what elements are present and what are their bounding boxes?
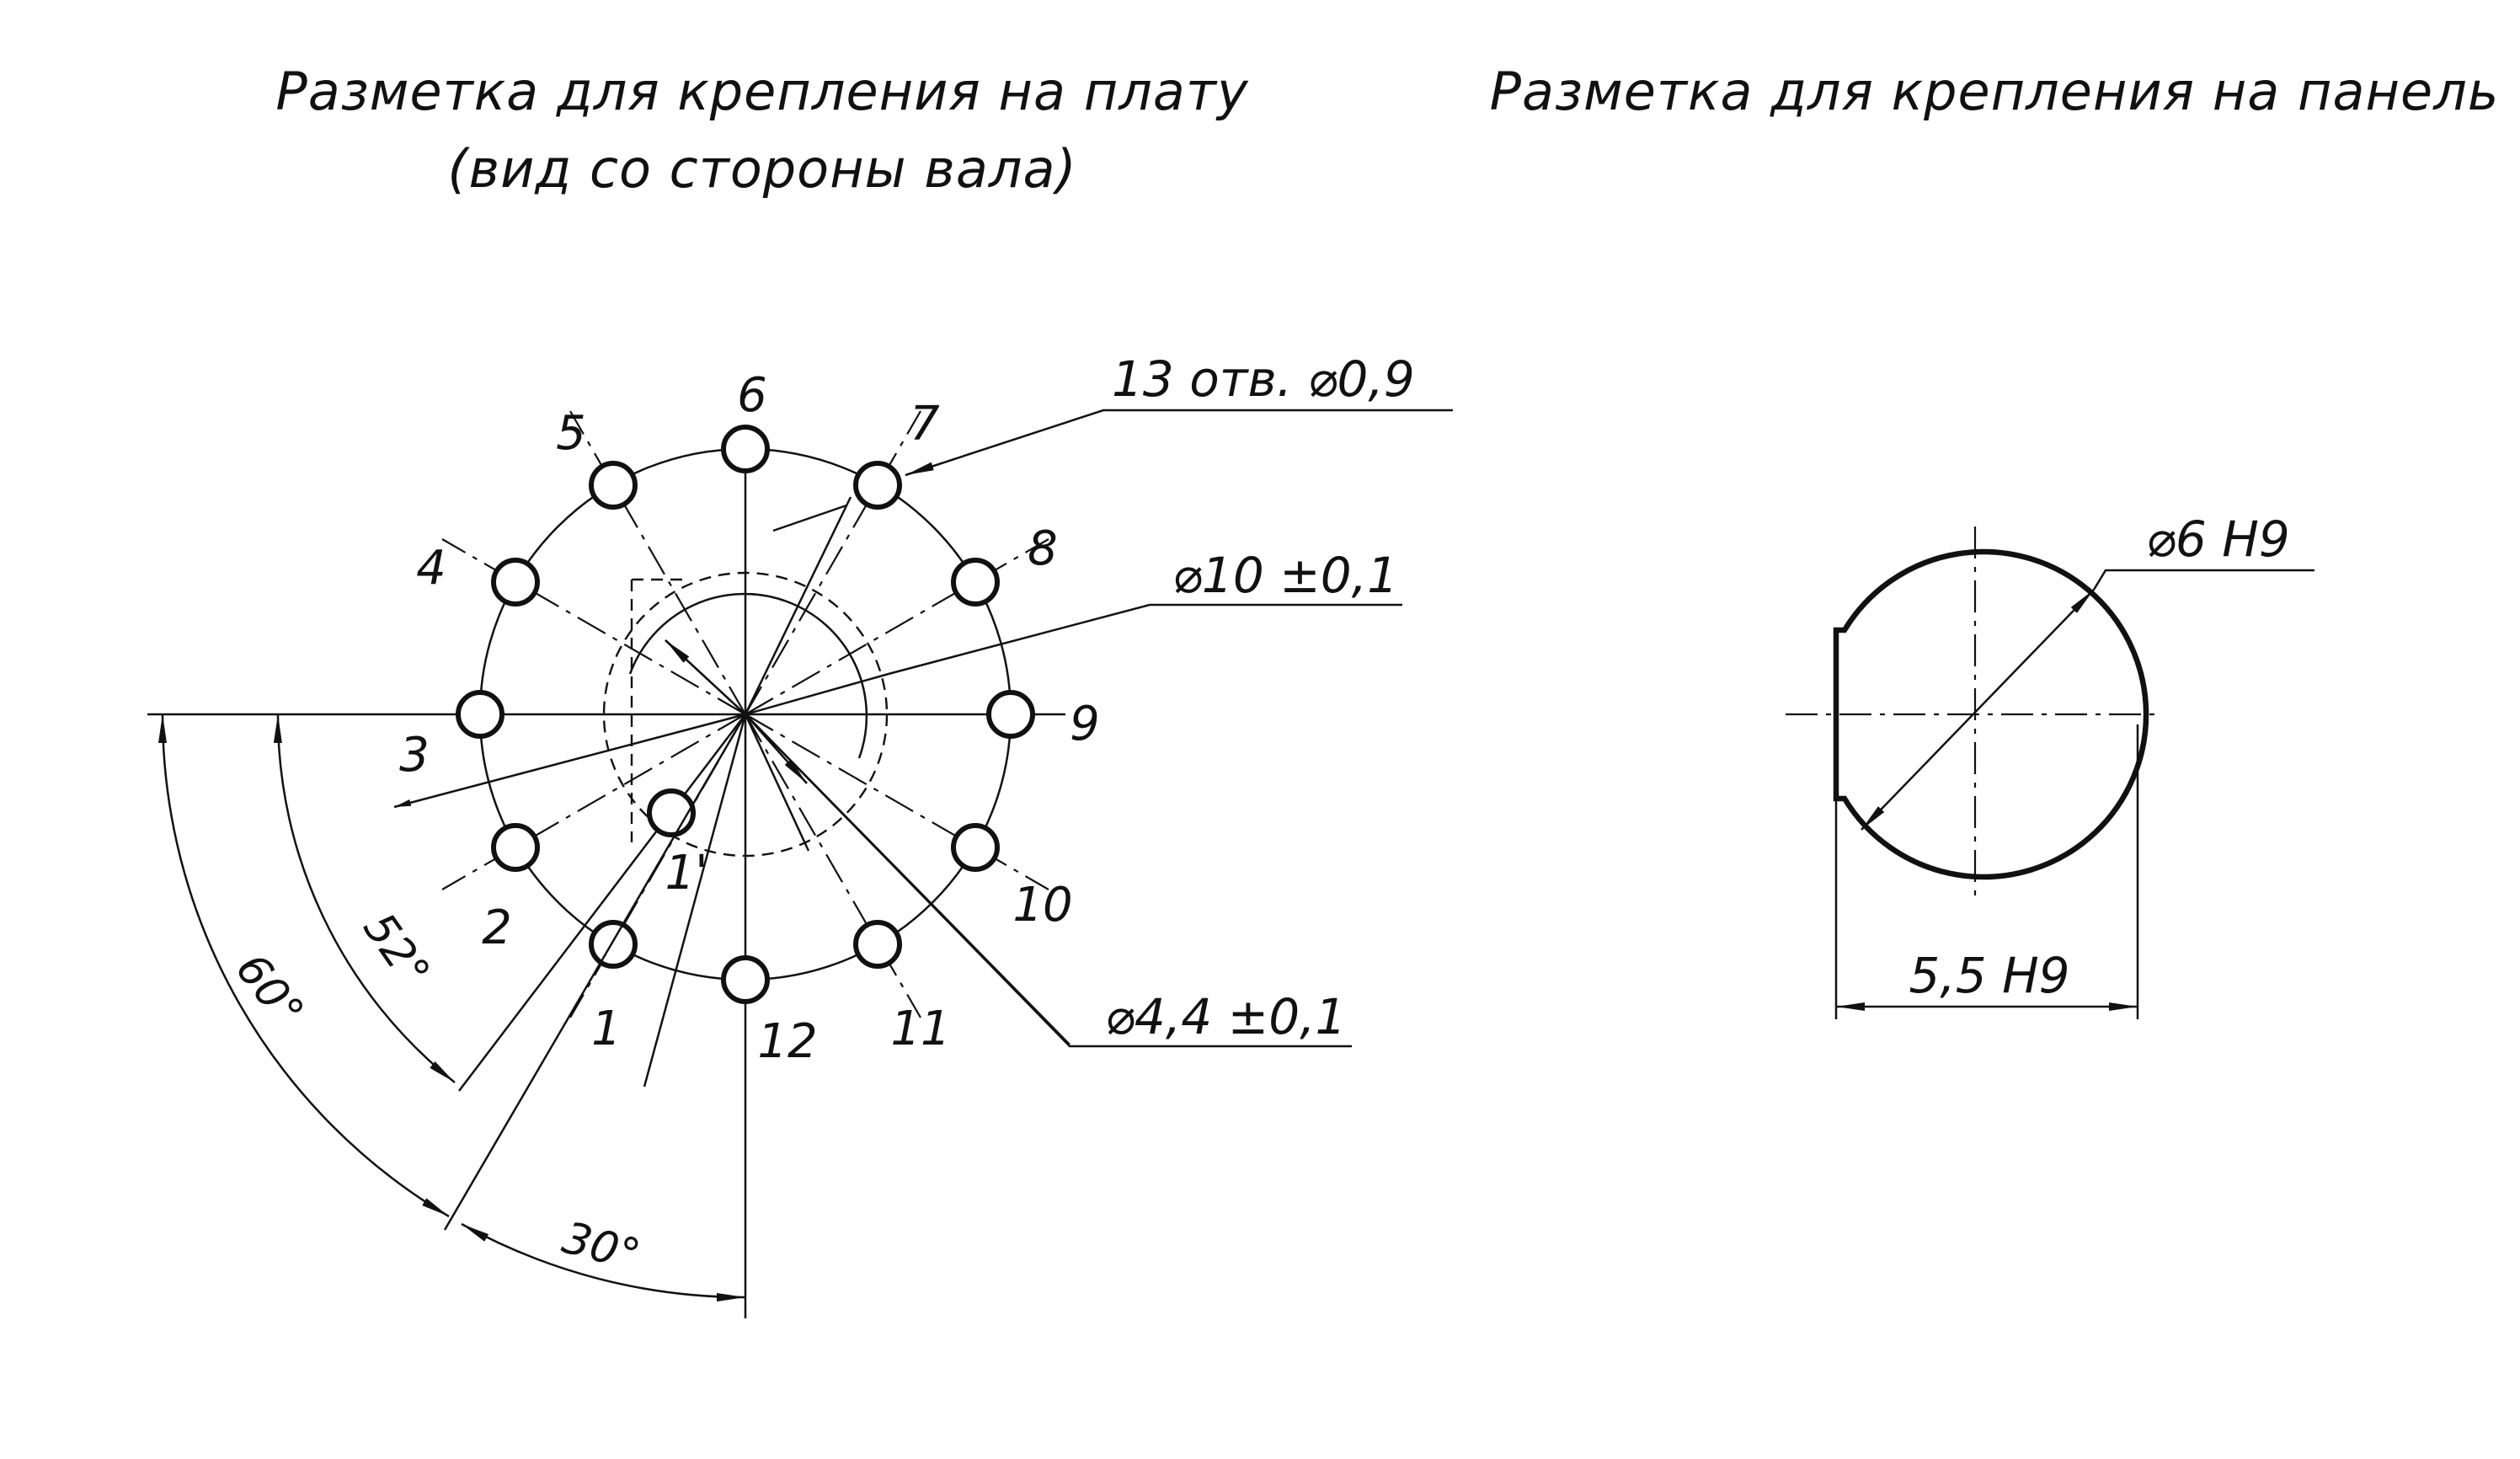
callout-inner-text: ⌀4,4 ±0,1 <box>1105 988 1347 1045</box>
board-mounting-view <box>147 61 1453 1318</box>
hole-7 <box>856 463 900 507</box>
hole-5 <box>591 463 635 507</box>
diameter-dim-line <box>1861 590 2094 830</box>
hole-8 <box>953 560 997 604</box>
label-hole-3: 3 <box>399 728 430 783</box>
hole-2 <box>494 826 537 869</box>
hole-6 <box>723 427 767 471</box>
hole-1-prime <box>649 791 693 835</box>
angle-52-label: 52° <box>353 904 440 997</box>
inner-arc <box>630 594 867 758</box>
hole-3 <box>458 692 502 736</box>
flat-callout-text: 5,5 H9 <box>1909 947 2070 1004</box>
board-view-title-line2: (вид со стороны вала) <box>447 138 1077 200</box>
callout-holes-text: 13 отв. ⌀0,9 <box>1112 350 1415 408</box>
hole-10 <box>953 826 997 869</box>
angle-60-label: 60° <box>225 944 313 1037</box>
panel-mounting-view <box>1490 61 2500 1019</box>
label-hole-4: 4 <box>416 541 446 596</box>
hole-4 <box>494 560 537 604</box>
panel-view-title: Разметка для крепления на панель <box>1489 61 2500 122</box>
angle-30-label: 30° <box>557 1212 646 1282</box>
label-hole-12: 12 <box>757 1014 818 1069</box>
diameter-leader <box>2094 570 2314 590</box>
diameter-callout-text: ⌀6 H9 <box>2146 510 2290 568</box>
callout-bore-text: ⌀10 ±0,1 <box>1172 547 1398 604</box>
hole-1 <box>591 922 635 966</box>
hole-12 <box>723 958 767 1002</box>
label-hole-8: 8 <box>1028 521 1058 576</box>
label-hole-2: 2 <box>482 901 512 955</box>
label-hole-9: 9 <box>1070 697 1100 751</box>
label-hole-6: 6 <box>737 368 767 423</box>
label-hole-1: 1 <box>591 1002 622 1056</box>
hole-11 <box>856 922 900 966</box>
label-hole-1-prime: 1' <box>665 846 708 901</box>
label-hole-10: 10 <box>1012 878 1073 933</box>
board-view-title-line1: Разметка для крепления на плату <box>275 61 1249 122</box>
label-hole-11: 11 <box>890 1002 951 1056</box>
label-hole-5: 5 <box>556 406 586 461</box>
hole-9 <box>989 692 1033 736</box>
label-hole-7: 7 <box>910 397 940 452</box>
